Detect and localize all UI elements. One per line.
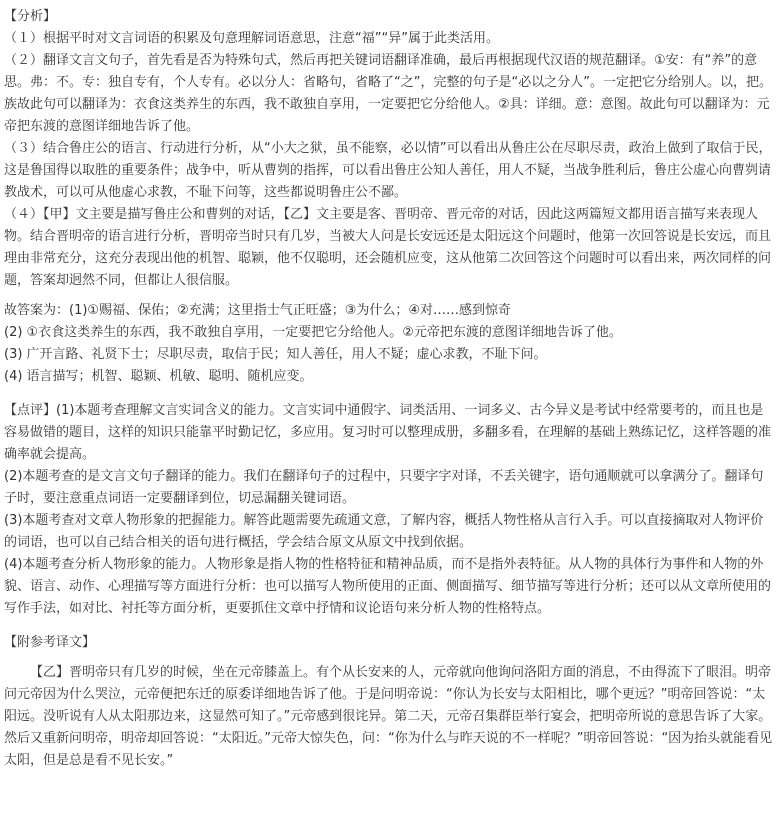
analysis-section <box>4 6 776 292</box>
analysis-paragraph-2: （２）翻译文言文句子，首先看是否为特殊句式，然后再把关键词语翻译准确，最后再根据现代汉语的规范翻译。①安：有“养”的意思。弗：不。专：独自专有，个人专有。必以分人：省略句，省略了“之”，完整的句子是“必以之分人”。一定把它分给别人。以，把。族故此句可以翻译为：衣食这类养生的东西，我不敢独自享用，一定要把它分给他人。②具：详细。意：意图。故此句可以翻译为：元帝把东渡的意图详细地告诉了他。 <box>4 53 772 134</box>
answer-2: (2) ①衣食这类养生的东西，我不敢独自享用，一定要把它分给他人。②元帝把东渡的意图详细地告诉了他。 <box>4 325 622 340</box>
translation-paragraph: 【乙】晋明帝只有几岁的时候，坐在元帝膝盖上。有个从长安来的人，元帝就向他询问洛阳方面的消息，不由得流下了眼泪。明帝问元帝因为什么哭泣，元帝便把东迁的原委详细地告诉了他。于是问明帝说：“你认为长安与太阳相比，哪个更远？”明帝回答说：“太阳远。没听说有人从太阳那边来，这显然可知了。”元帝感到很诧异。第二天，元帝召集群臣举行宴会，把明帝所说的意思告诉了大家。然后又重新问明帝，明帝却回答说：“太阳近。”元帝大惊失色，问：“你为什么与昨天说的不一样呢？”明帝回答说：“因为抬头就能看见太阳，但是总是看不见长安。” <box>4 665 773 768</box>
answer-4: (4) 语言描写；机智、聪颖、机敏、聪明、随机应变。 <box>4 369 313 384</box>
answer-1: 故答案为：(1)①赐福、保佑；②充满；这里指士气正旺盛；③为什么；④对……感到惊奇 <box>4 303 512 318</box>
analysis-paragraph-1: （１）根据平时对文言词语的积累及句意理解词语意思，注意“福”“异”属于此类活用。 <box>4 31 499 46</box>
spacer <box>4 388 776 400</box>
comment-3: (3)本题考查对文章人物形象的把握能力。解答此题需要先疏通文意，了解内容，概括人物性格从言行入手。可以直接摘取对人物评价的词语，也可以自己结合相关的语句进行概括，学会结合原文从原文中找到依据。 <box>4 513 764 550</box>
analysis-header: 【分析】 <box>4 9 57 24</box>
comment-section <box>4 400 776 620</box>
translation-section <box>4 632 776 772</box>
translation-header: 【附参考译文】 <box>4 635 96 650</box>
analysis-paragraph-3: （３）结合鲁庄公的语言、行动进行分析，从“小大之狱，虽不能察，必以情”可以看出从鲁庄公在尽职尽责，政治上做到了取信于民，这是鲁国得以取胜的重要条件；战争中，听从曹刿的指挥，可以看出鲁庄公知人善任，用人不疑，当战争胜利后，鲁庄公虚心向曹刿请教战术，可以可从他虚心求教，不耻下问等，这些都说明鲁庄公不鄙。 <box>4 141 772 200</box>
comment-2: (2)本题考查的是文言文句子翻译的能力。我们在翻译句子的过程中，只要字字对译，不丢关键字，语句通顺就可以拿满分了。翻译句子时，要注意重点词语一定要翻译到位，切忌漏翻关键词语。 <box>4 469 764 506</box>
analysis-paragraph-4: （４）【甲】文主要是描写鲁庄公和曹刿的对话，【乙】文主要是客、晋明帝、晋元帝的对话，因此这两篇短文都用语言描写来表现人物。结合晋明帝的语言进行分析，晋明帝当时只有几岁，当被大人问是长安远还是太阳远这个问题时，他第一次回答说是长安远，而且理由非常充分，这充分表现出他的机智、聪颖，他不仅聪明，还会随机应变，这从他第二次回答这个问题时可以看出来，两次同样的问题，答案却迥然不同，但都让人很信服。 <box>4 207 772 288</box>
answers-section <box>4 300 776 388</box>
comment-4: (4)本题考查分析人物形象的能力。人物形象是指人物的性格特征和精神品质，而不是指外表特征。从人物的具体行为事件和人物的外貌、语言、动作、心理描写等方面进行分析：也可以描写人物所使用的正面、侧面描写、细节描写等进行分析；还可以从文章所使用的写作手法，如对比、衬托等方面分析，更要抓住文章中抒情和议论语句来分析人物的性格特点。 <box>4 557 772 616</box>
spacer <box>4 292 776 300</box>
comment-1: 【点评】(1)本题考查理解文言实词含义的能力。文言实词中通假字、词类活用、一词多义、古今异义是考试中经常要考的，而且也是容易做错的题目，这样的知识只能靠平时勤记忆，多应用。复习时可以整理成册，多翻多看，在理解的基础上熟练记忆，这样答题的准确率就会提高。 <box>4 403 772 462</box>
spacer <box>4 654 776 662</box>
spacer <box>4 620 776 632</box>
answer-3: (3) 广开言路、礼贤下士；尽职尽责，取信于民；知人善任，用人不疑；虚心求教，不耻下问。 <box>4 347 547 362</box>
